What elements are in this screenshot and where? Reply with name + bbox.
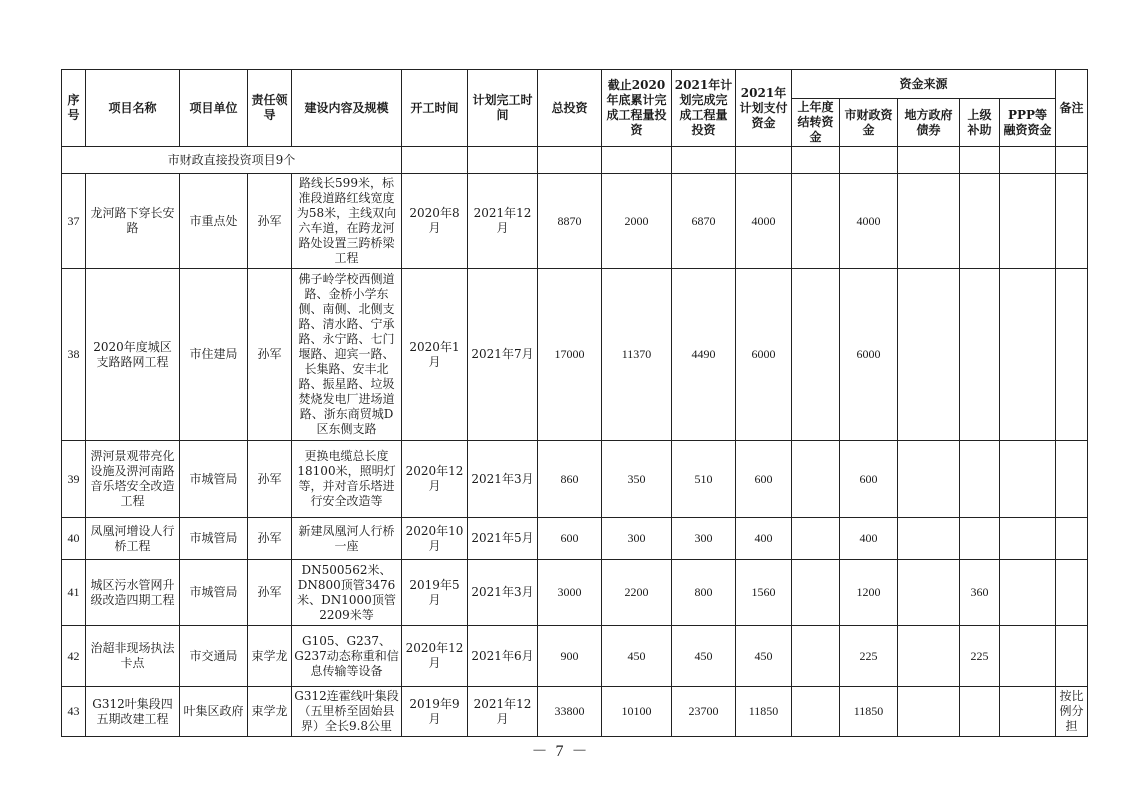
cell-plan: 23700 (672, 687, 736, 737)
header-bond: 地方政府债券 (898, 99, 960, 147)
cell-leader: 孙军 (248, 518, 292, 560)
cell-start: 2020年12月 (402, 626, 468, 687)
cell-content: 新建凤凰河人行桥一座 (292, 518, 402, 560)
cell-leader: 束学龙 (248, 687, 292, 737)
table-row (62, 518, 1088, 560)
cell-subsidy (960, 269, 1000, 441)
table-row (62, 441, 1088, 518)
page-number: － 7 － (531, 743, 590, 760)
header-sources: 资金来源 (792, 70, 1056, 99)
cell-pay: 450 (736, 626, 792, 687)
cell-seq: 43 (62, 687, 86, 737)
cell-pay: 4000 (736, 174, 792, 269)
header-seq: 序号 (62, 70, 86, 147)
cell-content: G312连霍线叶集段（五里桥至固始县界）全长9.8公里 (292, 687, 402, 737)
cell-leader: 束学龙 (248, 626, 292, 687)
cell-carry (792, 518, 840, 560)
header-carry: 上年度结转资金 (792, 99, 840, 147)
cell-unit: 市城管局 (180, 560, 248, 626)
cell-plan: 300 (672, 518, 736, 560)
cell-remark (1056, 174, 1088, 269)
cell-plan: 510 (672, 441, 736, 518)
cell-cum: 300 (602, 518, 672, 560)
cell-unit: 叶集区政府 (180, 687, 248, 737)
cell-bond (898, 269, 960, 441)
cell-end: 2021年7月 (468, 269, 538, 441)
cell-ppp (1000, 687, 1056, 737)
cell-total: 900 (538, 626, 602, 687)
table-row (62, 174, 1088, 269)
cell-seq: 37 (62, 174, 86, 269)
cell-subsidy (960, 687, 1000, 737)
header-subsidy: 上级补助 (960, 99, 1000, 147)
cell-carry (792, 560, 840, 626)
cell-name: 治超非现场执法卡点 (86, 626, 180, 687)
cell-city: 1200 (840, 560, 898, 626)
cell-cum: 11370 (602, 269, 672, 441)
cell-name: 凤凰河增设人行桥工程 (86, 518, 180, 560)
cell-cum: 2200 (602, 560, 672, 626)
cell-bond (898, 626, 960, 687)
cell-bond (898, 174, 960, 269)
cell-city: 600 (840, 441, 898, 518)
cell-cum: 450 (602, 626, 672, 687)
cell-pay: 11850 (736, 687, 792, 737)
cell-leader: 孙军 (248, 560, 292, 626)
cell-subsidy (960, 174, 1000, 269)
cell-content: 佛子岭学校西侧道路、金桥小学东侧、南侧、北侧支路、清水路、宁承路、永宁路、七门堰路、迎宾一路、长集路、安丰北路、振星路、垃圾焚烧发电厂进场道路、浙东商贸城D区东侧支路 (292, 269, 402, 441)
cell-remark: 按比例分担 (1056, 687, 1088, 737)
cell-subsidy: 360 (960, 560, 1000, 626)
cell-start: 2019年5月 (402, 560, 468, 626)
cell-city: 6000 (840, 269, 898, 441)
cell-start: 2020年12月 (402, 441, 468, 518)
cell-city: 4000 (840, 174, 898, 269)
header-city: 市财政资金 (840, 99, 898, 147)
header-cum2020: 截止2020年底累计完成工程量投资 (602, 70, 672, 147)
project-table (61, 69, 1088, 737)
cell-plan: 800 (672, 560, 736, 626)
cell-leader: 孙军 (248, 269, 292, 441)
cell-subsidy: 225 (960, 626, 1000, 687)
header-plan-end: 计划完工时间 (468, 70, 538, 147)
cell-pay: 400 (736, 518, 792, 560)
cell-pay: 6000 (736, 269, 792, 441)
cell-remark (1056, 269, 1088, 441)
cell-bond (898, 560, 960, 626)
cell-bond (898, 441, 960, 518)
cell-pay: 1560 (736, 560, 792, 626)
cell-name: G312叶集段四五期改建工程 (86, 687, 180, 737)
cell-pay: 600 (736, 441, 792, 518)
cell-total: 860 (538, 441, 602, 518)
cell-unit: 市交通局 (180, 626, 248, 687)
table-row (62, 269, 1088, 441)
section-row (62, 147, 1088, 174)
cell-content: DN500562米、DN800顶管3476米、DN1000顶管2209米等 (292, 560, 402, 626)
header-start: 开工时间 (402, 70, 468, 147)
cell-seq: 38 (62, 269, 86, 441)
cell-seq: 42 (62, 626, 86, 687)
cell-unit: 市城管局 (180, 441, 248, 518)
cell-seq: 39 (62, 441, 86, 518)
cell-end: 2021年3月 (468, 441, 538, 518)
table-row (62, 687, 1088, 737)
cell-leader: 孙军 (248, 441, 292, 518)
cell-remark (1056, 626, 1088, 687)
section-title: 市财政直接投资项目9个 (62, 147, 402, 174)
cell-unit: 市住建局 (180, 269, 248, 441)
cell-cum: 350 (602, 441, 672, 518)
header-ppp: PPP等融资资金 (1000, 99, 1056, 147)
cell-total: 3000 (538, 560, 602, 626)
cell-name: 龙河路下穿长安路 (86, 174, 180, 269)
cell-carry (792, 626, 840, 687)
cell-total: 8870 (538, 174, 602, 269)
cell-subsidy (960, 441, 1000, 518)
cell-seq: 40 (62, 518, 86, 560)
header-total: 总投资 (538, 70, 602, 147)
table-row (62, 560, 1088, 626)
cell-unit: 市城管局 (180, 518, 248, 560)
cell-ppp (1000, 269, 1056, 441)
cell-ppp (1000, 626, 1056, 687)
cell-content: 更换电缆总长度18100米，照明灯等，并对音乐塔进行安全改造等 (292, 441, 402, 518)
cell-subsidy (960, 518, 1000, 560)
cell-city: 225 (840, 626, 898, 687)
cell-bond (898, 687, 960, 737)
cell-remark (1056, 518, 1088, 560)
cell-city: 400 (840, 518, 898, 560)
cell-seq: 41 (62, 560, 86, 626)
cell-bond (898, 518, 960, 560)
table-row (62, 626, 1088, 687)
header-plan2021: 2021年计划完成完成工程量投资 (672, 70, 736, 147)
cell-carry (792, 687, 840, 737)
cell-carry (792, 269, 840, 441)
cell-total: 17000 (538, 269, 602, 441)
cell-ppp (1000, 518, 1056, 560)
cell-end: 2021年12月 (468, 174, 538, 269)
cell-carry (792, 174, 840, 269)
cell-end: 2021年12月 (468, 687, 538, 737)
cell-plan: 4490 (672, 269, 736, 441)
cell-city: 11850 (840, 687, 898, 737)
cell-content: 路线长599米，标准段道路红线宽度为58米，主线双向六车道，在跨龙河路处设置三跨桥梁工程 (292, 174, 402, 269)
cell-plan: 450 (672, 626, 736, 687)
cell-total: 600 (538, 518, 602, 560)
cell-end: 2021年3月 (468, 560, 538, 626)
cell-start: 2020年1月 (402, 269, 468, 441)
cell-carry (792, 441, 840, 518)
cell-content: G105、G237、G237动态称重和信息传输等设备 (292, 626, 402, 687)
cell-ppp (1000, 560, 1056, 626)
cell-start: 2019年9月 (402, 687, 468, 737)
cell-total: 33800 (538, 687, 602, 737)
cell-name: 城区污水管网升级改造四期工程 (86, 560, 180, 626)
cell-end: 2021年6月 (468, 626, 538, 687)
header-remark: 备注 (1056, 70, 1088, 147)
cell-unit: 市重点处 (180, 174, 248, 269)
header-pay2021: 2021年计划支付资金 (736, 70, 792, 147)
cell-start: 2020年10月 (402, 518, 468, 560)
header-content: 建设内容及规模 (292, 70, 402, 147)
header-name: 项目名称 (86, 70, 180, 147)
header-unit: 项目单位 (180, 70, 248, 147)
cell-remark (1056, 560, 1088, 626)
cell-cum: 2000 (602, 174, 672, 269)
cell-name: 淠河景观带亮化设施及淠河南路音乐塔安全改造工程 (86, 441, 180, 518)
cell-ppp (1000, 441, 1056, 518)
cell-start: 2020年8月 (402, 174, 468, 269)
cell-cum: 10100 (602, 687, 672, 737)
cell-leader: 孙军 (248, 174, 292, 269)
cell-plan: 6870 (672, 174, 736, 269)
cell-remark (1056, 441, 1088, 518)
cell-ppp (1000, 174, 1056, 269)
cell-end: 2021年5月 (468, 518, 538, 560)
header-leader: 责任领导 (248, 70, 292, 147)
cell-name: 2020年度城区支路路网工程 (86, 269, 180, 441)
